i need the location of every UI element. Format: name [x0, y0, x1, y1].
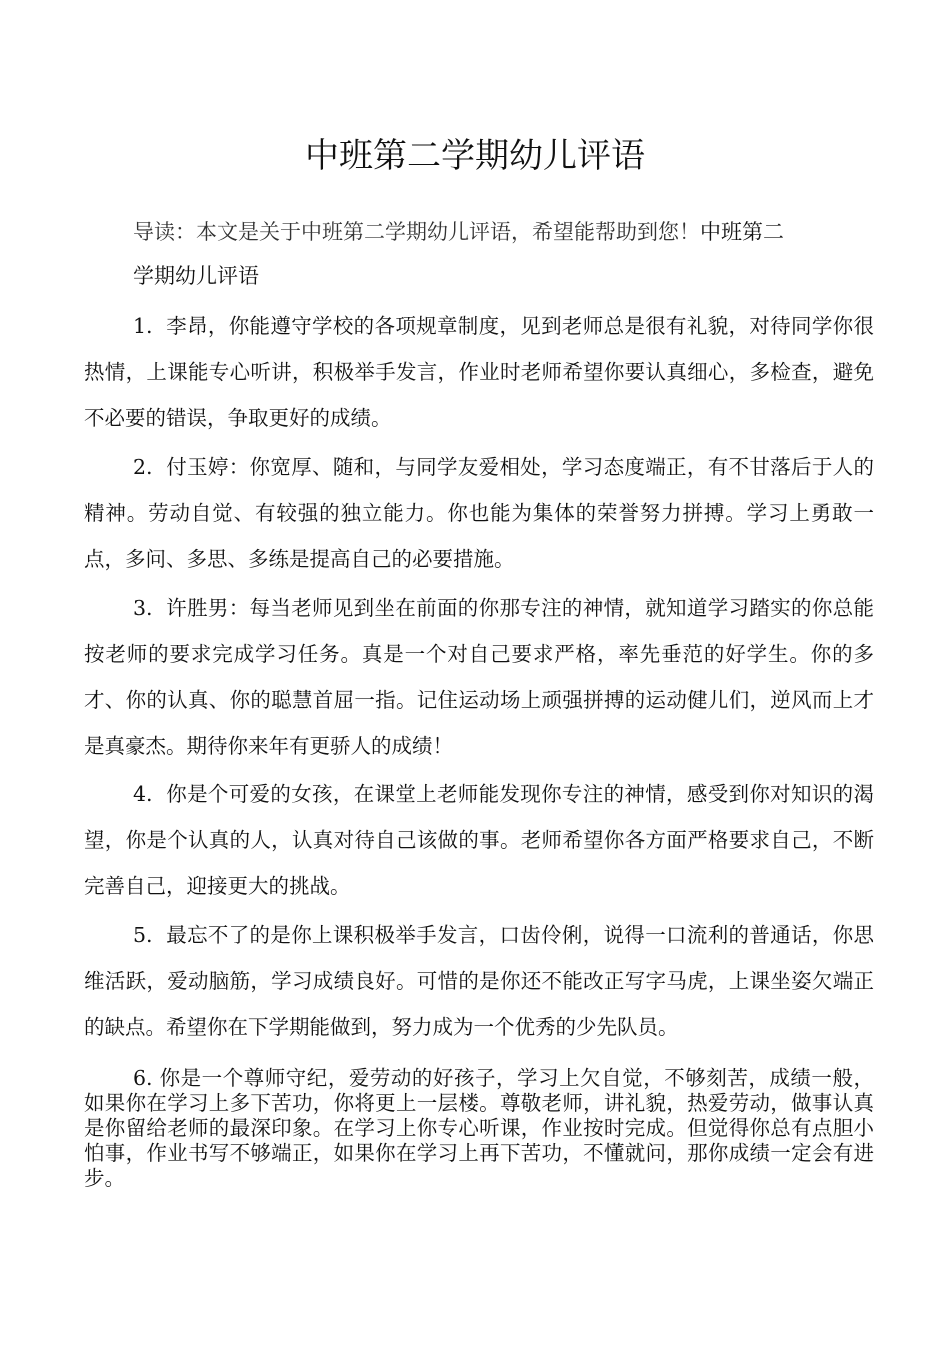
document-title: 中班第二学期幼儿评语 [305, 136, 645, 176]
intro-lead: 导读：本文是关于中班第二学期幼儿评语，希望能帮助到您！ [133, 220, 700, 244]
comment-paragraph-2 [84, 444, 874, 582]
comment-paragraph-1 [84, 303, 874, 441]
paragraph-text: 最忘不了的是你上课积极举手发言，口齿伶俐，说得一口流利的普通话，你思维活跃，爱动脑筋，学习成绩良好。可惜的是你还不能改正写字马虎，上课坐姿欠端正的缺点。希望你在下学期能做到，努力成为一个优秀的少先队员。 [84, 923, 874, 1039]
intro-paragraph [84, 210, 874, 298]
paragraph-text: 李昂，你能遵守学校的各项规章制度，见到老师总是很有礼貌，对待同学你很热情，上课能专心听讲，积极举手发言，作业时老师希望你要认真细心，多检查，避免不必要的错误，争取更好的成绩。 [84, 314, 874, 430]
comment-paragraph-4 [84, 771, 874, 909]
intro-subtitle-part1: 中班第二 [700, 220, 784, 244]
comment-paragraph-3 [84, 585, 874, 769]
paragraph-number: 6. [133, 1066, 153, 1090]
paragraph-number: 1. [133, 314, 153, 338]
paragraph-number: 4. [133, 782, 153, 806]
comment-paragraph-5 [84, 912, 874, 1050]
paragraph-number: 3. [133, 596, 153, 620]
paragraph-text: 你是个可爱的女孩，在课堂上老师能发现你专注的神情，感受到你对知识的渴望，你是个认真的人，认真对待自己该做的事。老师希望你各方面严格要求自己，不断完善自己，迎接更大的挑战。 [84, 782, 874, 898]
paragraph-text: 许胜男：每当老师见到坐在前面的你那专注的神情，就知道学习踏实的你总能按老师的要求完成学习任务。真是一个对自己要求严格，率先垂范的好学生。你的多才、你的认真、你的聪慧首屈一指。记住运动场上顽强拼搏的运动健儿们，逆风而上才是真豪杰。期待你来年有更骄人的成绩！ [84, 596, 874, 758]
paragraph-text: 你是一个尊师守纪，爱劳动的好孩子，学习上欠自觉，不够刻苦，成绩一般，如果你在学习上多下苦功，你将更上一层楼。尊敬老师，讲礼貌，热爱劳动，做事认真是你留给老师的最深印象。在学习上你专心听课，作业按时完成。但觉得你总有点胆小怕事，作业书写不够端正，如果你在学习上再下苦功，不懂就问，那你成绩一定会有进步。 [84, 1066, 874, 1190]
paragraph-number: 2. [133, 455, 153, 479]
intro-subtitle-part2: 学期幼儿评语 [133, 264, 259, 288]
paragraph-text: 付玉婷：你宽厚、随和，与同学友爱相处，学习态度端正，有不甘落后于人的精神。劳动自觉、有较强的独立能力。你也能为集体的荣誉努力拼搏。学习上勇敢一点，多问、多思、多练是提高自己的必要措施。 [84, 455, 874, 571]
paragraph-number: 5. [133, 923, 153, 947]
comment-paragraph-6 [84, 1066, 874, 1191]
